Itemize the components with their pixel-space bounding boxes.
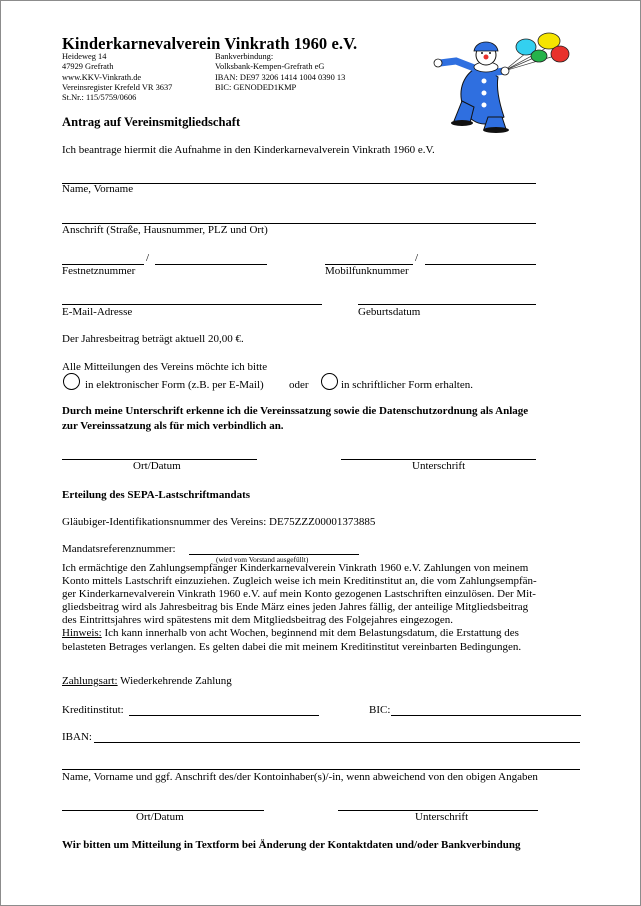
phone-label: Festnetznummer [62,265,136,277]
name-field[interactable] [62,183,536,184]
payment-type-label: Zahlungsart: [62,675,118,687]
phone-slash: / [146,252,150,264]
account-holder-label: Name, Vorname und ggf. Anschrift des/der Kontoinhaber(s)/-in, wenn abweichend von den obigen Angaben [62,771,538,783]
mobile-slash: / [415,252,419,264]
mandate-text-line: des Eintrittsjahres wird spätestens mit dem Mitgliedsbeitrag des Folgejahres eingezogen. [62,614,454,627]
phone-number-field[interactable] [155,264,267,265]
bic-field[interactable] [391,715,581,716]
paper-form-radio[interactable] [321,373,338,390]
email-field[interactable] [62,304,322,305]
payment-type [62,675,232,687]
address-line: 47929 Grefrath [62,62,114,72]
mandate-text-line: Konto mittels Lastschrift einzuziehen. Zugleich weise ich mein Kreditinstitut an, die vom Zahlungsempfän- [62,575,537,588]
electronic-form-label: in elektronischer Form (z.B. per E-Mail) [85,379,264,391]
hint-label: Hinweis: [62,627,102,640]
address-line: St.Nr.: 115/5759/0606 [62,93,137,103]
mandate-note: (wird vom Vorstand ausgefüllt) [216,555,309,564]
or-label: oder [289,379,309,391]
signature-label: Unterschrift [412,460,466,472]
club-address [62,52,172,103]
birthdate-field[interactable] [358,304,536,305]
consent-text-2: zur Vereinssatzung als für mich verbindlich an. [62,420,284,432]
iban-field[interactable] [94,742,580,743]
iban-label: IBAN: [62,731,92,743]
footer-note: Wir bitten um Mitteilung in Textform bei Änderung der Kontaktdaten und/oder Bankverbindung [62,839,521,851]
bank-line: IBAN: DE97 3206 1414 1004 0390 13 [215,72,346,82]
sepa-signature-label: Unterschrift [415,811,469,823]
sepa-heading: Erteilung des SEPA-Lastschriftmandats [62,489,251,501]
hint-line [62,627,582,640]
email-label: E-Mail-Adresse [62,306,133,318]
clown-logo [426,31,576,133]
name-label: Name, Vorname [62,183,134,195]
mobile-number-field[interactable] [425,264,536,265]
payment-type-value: Wiederkehrende Zahlung [117,675,232,687]
form-heading: Antrag auf Vereinsmitgliedschaft [62,115,241,129]
sepa-place-date-label: Ort/Datum [136,811,184,823]
bic-label: BIC: [369,704,391,716]
mandate-text-line: Ich ermächtige den Zahlungsempfänger Kinderkarnevalverein Vinkrath 1960 e.V. Zahlungen von meinem [62,562,529,574]
intro-text: Ich beantrage hiermit die Aufnahme in den Kinderkarnevalverein Vinkrath 1960 e.V. [62,144,435,156]
hint-text-line: belasteten Betrages verlangen. Es gelten dabei die mit meinem Kreditinstitut vereinbarten Bedingungen. [62,640,522,653]
address-line: Heideweg 14 [62,52,107,61]
sepa-mandate-text [62,562,582,654]
mobile-label: Mobilfunknummer [325,265,409,277]
mandate-text-line: gliedsbeitrag wird als Jahresbeitrag bis Ende März eines jeden Jahres fällig, der anteilige Mitgliedsbeitrag [62,601,529,614]
electronic-form-radio[interactable] [63,373,80,390]
bank-line: Bankverbindung: [215,52,274,61]
bank-label: Kreditinstitut: [62,704,124,716]
birthdate-label: Geburtsdatum [358,306,421,318]
creditor-id: Gläubiger-Identifikationsnummer des Vereins: DE75ZZZ00001373885 [62,516,376,528]
hint-text: Ich kann innerhalb von acht Wochen, beginnend mit dem Belastungsdatum, die Erstattung des [101,627,519,640]
fee-text: Der Jahresbeitrag beträgt aktuell 20,00 €. [62,333,244,345]
address-label: Anschrift (Straße, Hausnummer, PLZ und Ort) [62,224,268,236]
website-link[interactable]: www.KKV-Vinkrath.de [62,72,142,82]
address-line: Vereinsregister Krefeld VR 3637 [62,82,173,92]
mandate-text-line: ger Kinderkarnevalverein Vinkrath 1960 e.V. auf mein Konto gezogenen Lastschriften einzulösen. Der Mit- [62,588,536,601]
mandate-label: Mandatsreferenznummer: [62,543,176,555]
account-holder-field[interactable] [62,769,580,770]
bank-line: BIC: GENODED1KMP [215,82,297,92]
bank-field[interactable] [129,715,319,716]
paper-form-label: in schriftlicher Form erhalten. [341,379,473,391]
place-date-label: Ort/Datum [133,460,181,472]
club-title: Kinderkarnevalverein Vinkrath 1960 e.V. [62,34,358,53]
bank-line: Volksbank-Kempen-Grefrath eG [215,62,325,72]
consent-text-1: Durch meine Unterschrift erkenne ich die Vereinssatzung sowie die Datenschutzordnung als Anlage [62,405,529,417]
bank-details [215,52,345,93]
communication-intro: Alle Mitteilungen des Vereins möchte ich bitte [62,361,268,373]
